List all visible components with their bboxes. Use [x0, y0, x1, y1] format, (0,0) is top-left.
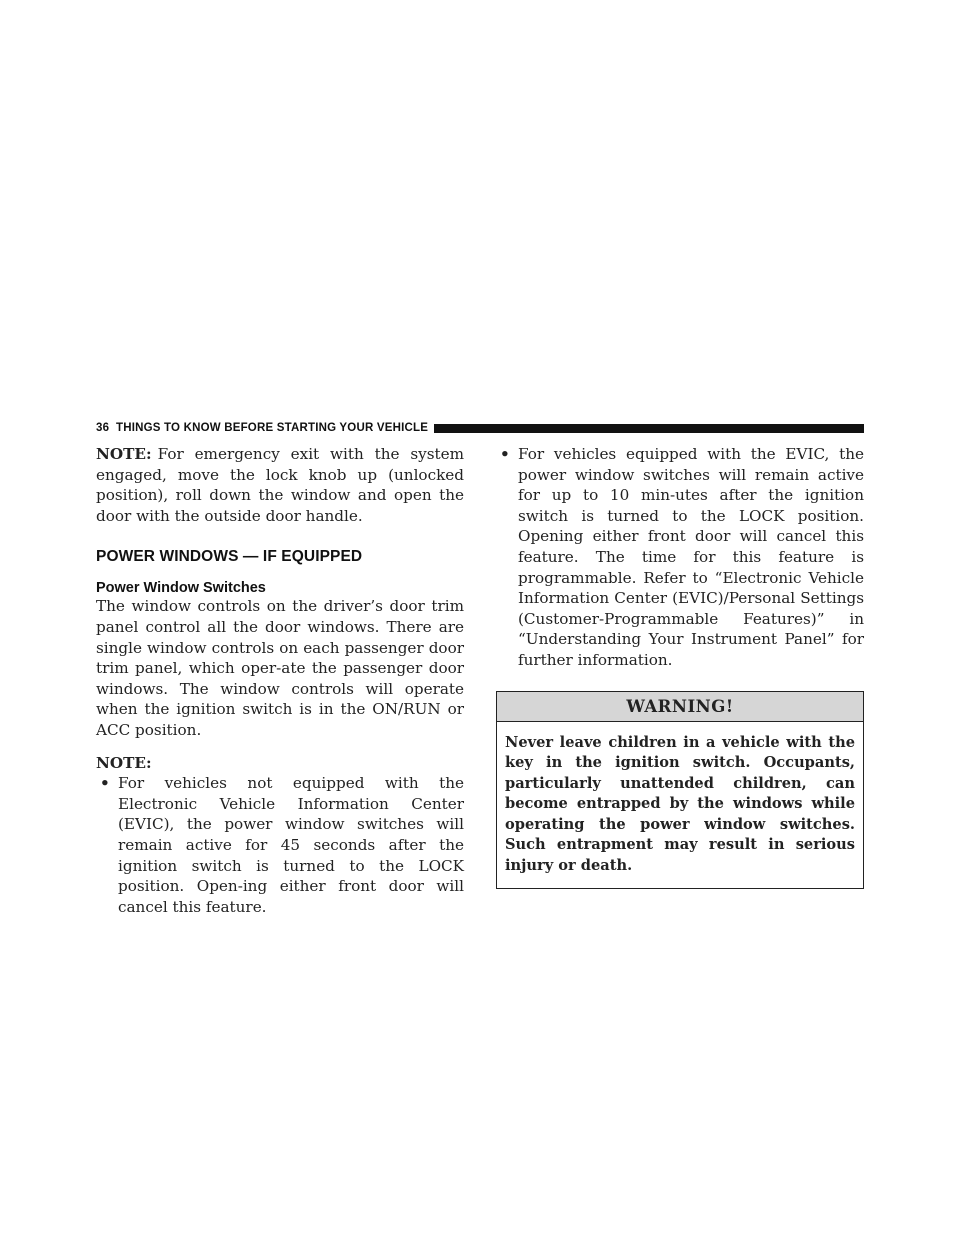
note-block	[96, 753, 464, 918]
bullet-marker: •	[100, 774, 110, 793]
section-heading: POWER WINDOWS — IF EQUIPPED	[96, 548, 363, 566]
note-label: NOTE:	[96, 445, 152, 463]
left-column	[96, 444, 464, 917]
header-rule	[434, 424, 864, 433]
page-header-text	[96, 422, 428, 434]
bullet-list	[96, 773, 464, 917]
list-item-text: For vehicles equipped with the EVIC, the power window switches will remain active for up to 10 min-utes after the ignition switch is turned to the LOCK position. Opening either front door will cancel this feature. The time for this feature is programmable. Refer to “Electronic Vehicle Information Center (EVIC)/Personal Settings (Customer-Programmable Features)” in “Understanding Your Instrument Panel” for further information.	[518, 445, 864, 669]
list-item	[496, 444, 864, 671]
list-item-text: For vehicles not equipped with the Electronic Vehicle Information Center (EVIC), the power window switches will remain active for 45 seconds after the ignition switch is turned to the LOCK position. Open-ing either front door will cancel this feature.	[118, 774, 464, 916]
bullet-list	[496, 444, 864, 671]
page-header	[96, 421, 864, 435]
page-number: 36	[96, 422, 110, 434]
warning-text: Never leave children in a vehicle with the key in the ignition switch. Occupants, particularly unattended children, can become entrapped by the windows while operating the power window switches. Such entrapment may result in serious injury or death.	[505, 733, 855, 874]
warning-box	[496, 691, 864, 890]
sub-heading: Power Window Switches	[96, 580, 266, 597]
bullet-marker: •	[500, 445, 510, 463]
right-column	[496, 444, 864, 889]
emergency-exit-note	[96, 444, 464, 526]
note-heading: NOTE:	[96, 753, 152, 772]
warning-title: WARNING!	[497, 692, 863, 722]
body-paragraph: The window controls on the driver’s door trim panel control all the door windows. There are single window controls on each passenger door trim panel, which oper-ate the passenger door windows. The window controls will operate when the ignition switch is in the ON/RUN or ACC position.	[96, 597, 464, 739]
note-text: For emergency exit with the system engaged, move the lock knob up (unlocked position), roll down the window and open the door with the outside door handle.	[96, 445, 464, 525]
section-title: THINGS TO KNOW BEFORE STARTING YOUR VEHICLE	[116, 422, 429, 434]
list-item	[96, 773, 464, 917]
